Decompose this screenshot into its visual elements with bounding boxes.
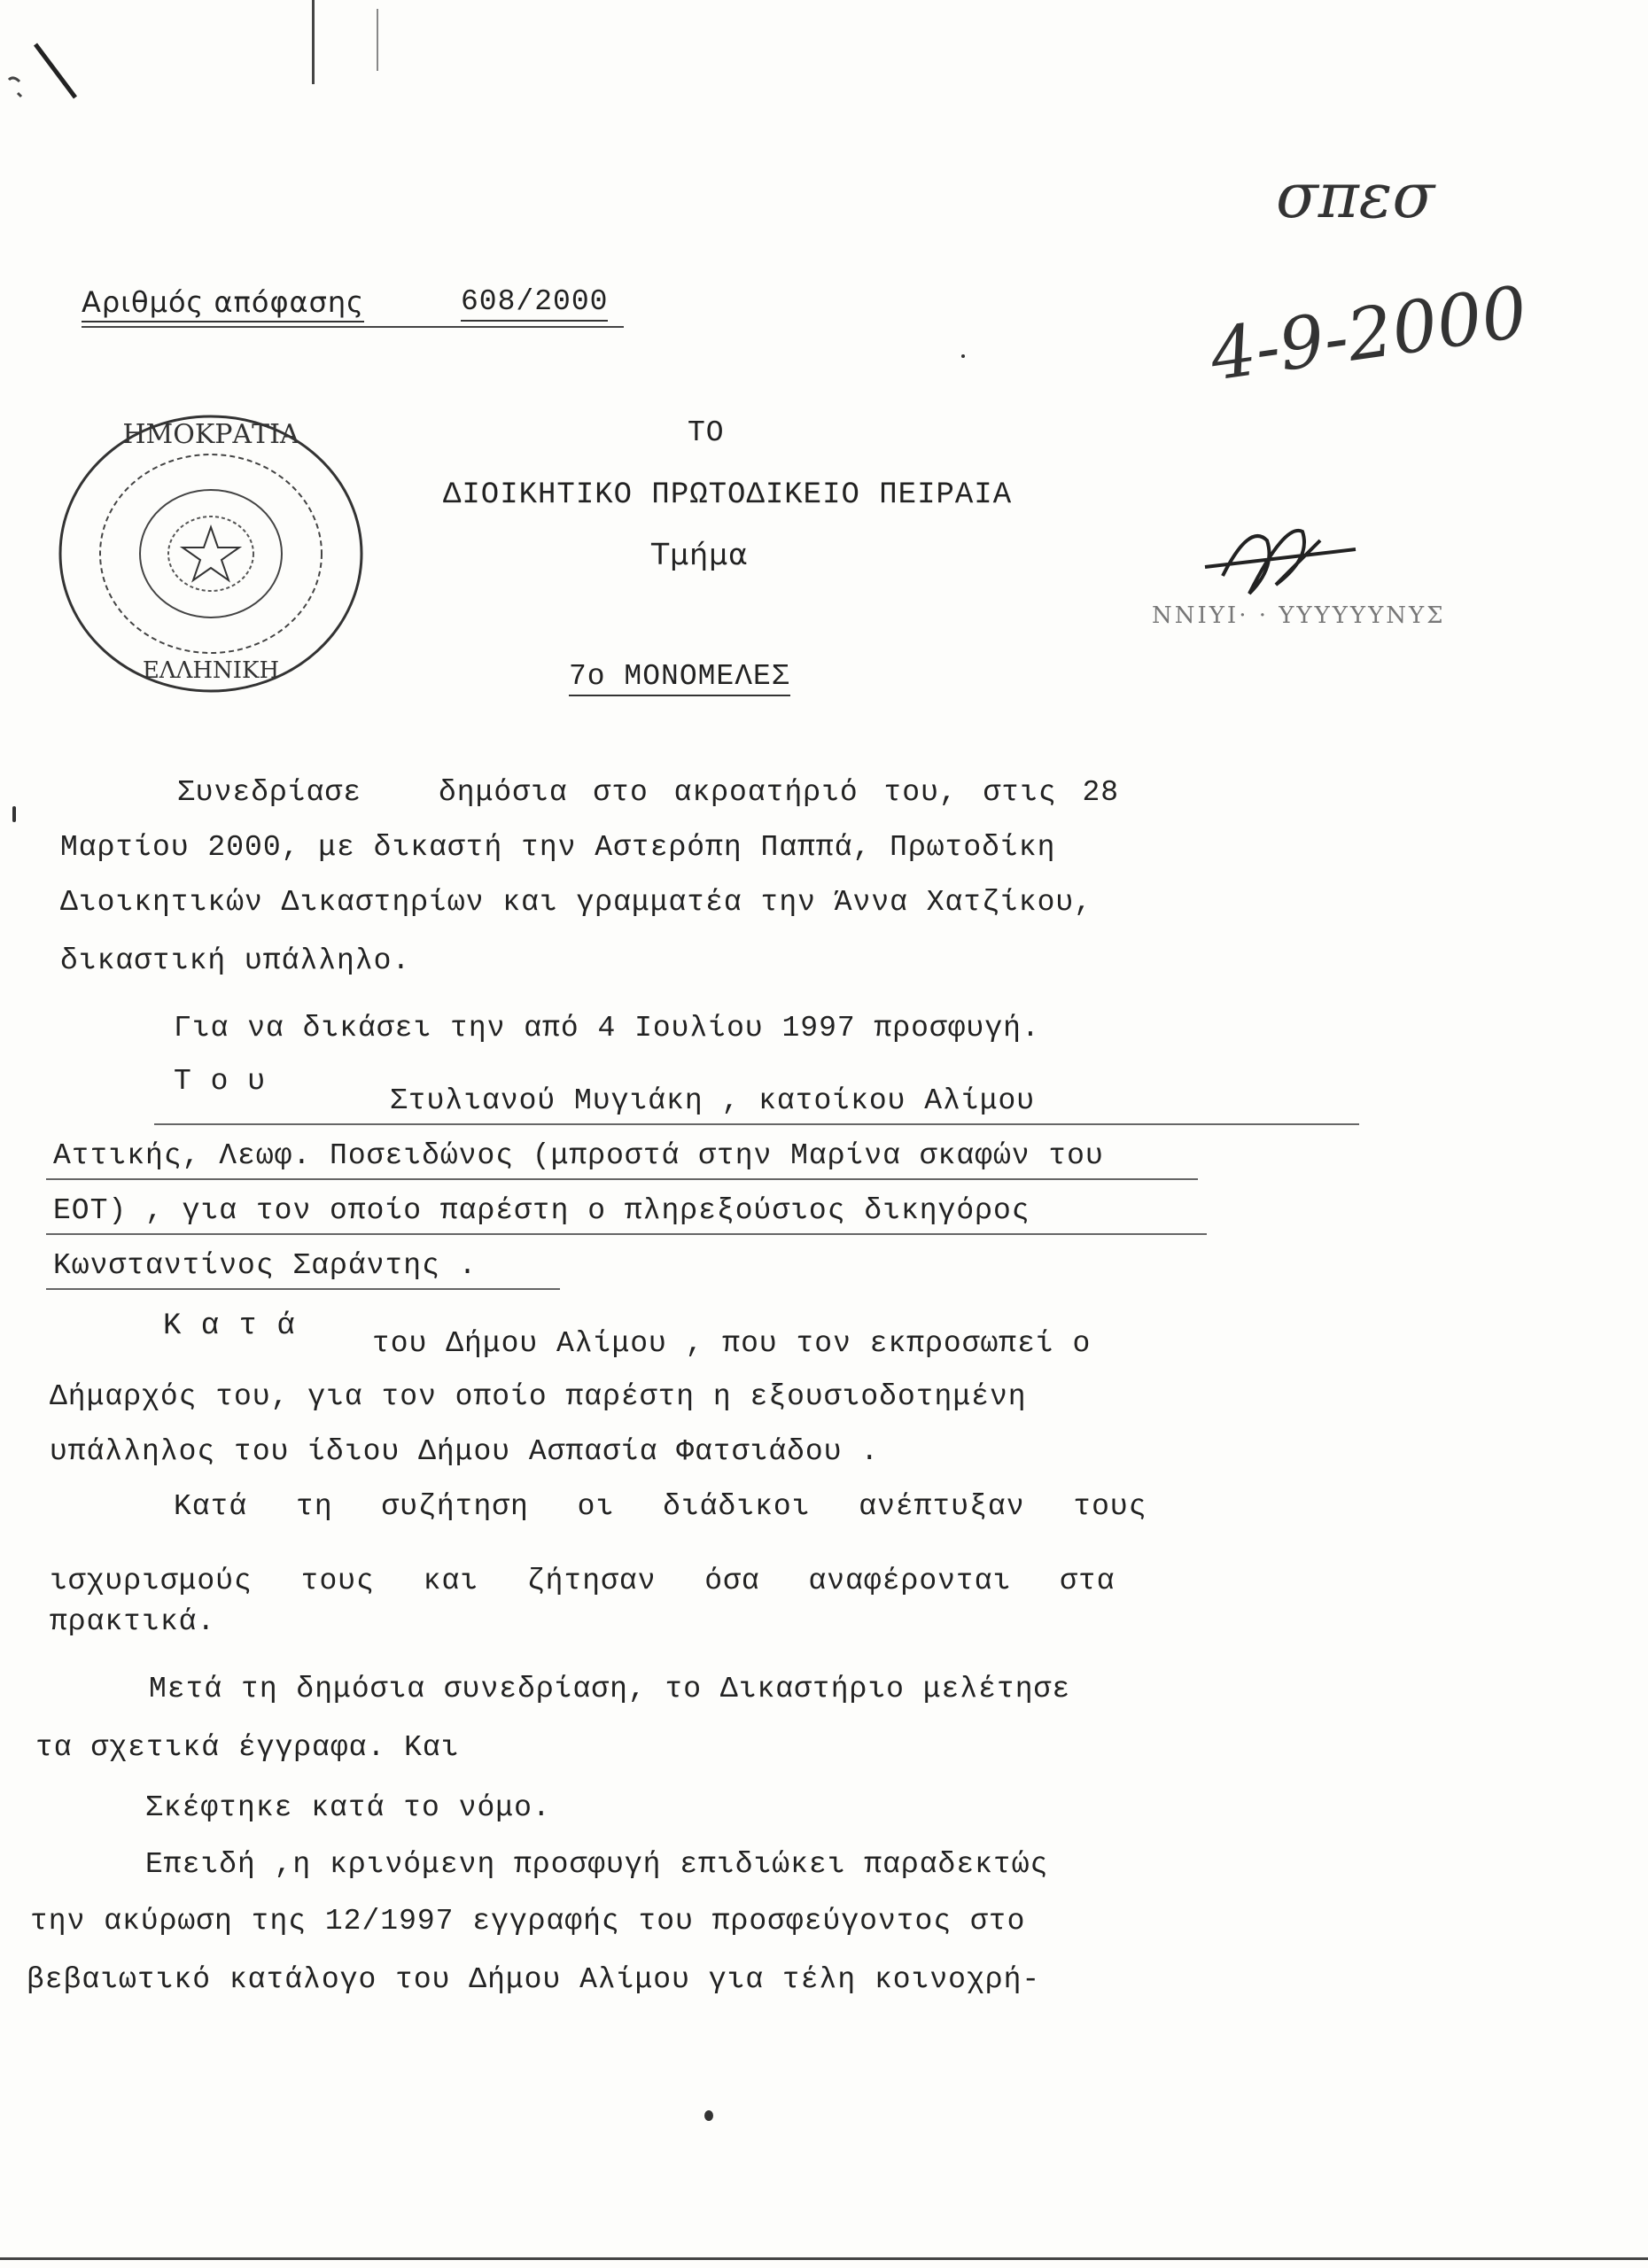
- p1-line2: Μαρτίου 2000, με δικαστή την Αστερόπη Παππά, Πρωτοδίκη: [60, 831, 1056, 864]
- p3-line4: Κωνσταντίνος Σαράντης .: [53, 1249, 478, 1282]
- p3-underline2: [46, 1178, 1198, 1180]
- court-seal-icon: [51, 408, 370, 700]
- p3-underline1: [154, 1123, 1359, 1125]
- court-to: ΤΟ: [688, 416, 725, 449]
- p1-line1-start: Συνεδρίασε: [177, 776, 362, 809]
- p6-line2: τα σχετικά έγγραφα. Και: [35, 1731, 460, 1764]
- p3-underline4: [46, 1288, 560, 1290]
- svg-text:ΕΛΛΗΝΙΚΗ: ΕΛΛΗΝΙΚΗ: [142, 657, 280, 684]
- ink-speck: [961, 354, 965, 358]
- p3-line3: ΕΟΤ) , για τον οποίο παρέστη ο πληρεξούσιος δικηγόρος: [53, 1194, 1030, 1227]
- section-label: Τμήμα: [651, 537, 749, 571]
- handwritten-initial: σπεσ: [1276, 159, 1435, 232]
- p7-line: Σκέφτηκε κατά το νόμο.: [145, 1791, 551, 1824]
- ink-speck: [12, 806, 16, 822]
- p5-line1: Κατά τη συζήτηση οι διάδικοι ανέπτυξαν τους: [174, 1490, 1147, 1523]
- p5-line2: ισχυρισμούς τους και ζήτησαν όσα αναφέρονται στα: [50, 1565, 1116, 1597]
- p3-line1: Στυλιανού Μυγιάκη , κατοίκου Αλίμου: [390, 1084, 1036, 1117]
- p2-line: Για να δικάσει την από 4 Ιουλίου 1997 προσφυγή.: [174, 1012, 1040, 1045]
- ink-speck: [704, 2110, 713, 2121]
- section-name: 7ο ΜΟΝΟΜΕΛΕΣ: [569, 660, 790, 696]
- p4-line1: του Δήμου Αλίμου , που τον εκπροσωπεί ο: [372, 1327, 1092, 1360]
- p3-underline3: [46, 1233, 1207, 1235]
- court-name: ΔΙΟΙΚΗΤΙΚΟ ΠΡΩΤΟΔΙΚΕΙΟ ΠΕΙΡΑΙΑ: [443, 478, 1013, 512]
- kata-label: Κ α τ ά: [163, 1309, 296, 1343]
- handwritten-date: 4-9-2000: [1205, 270, 1533, 397]
- decision-underline: [82, 326, 624, 328]
- corner-scribble-icon: [0, 18, 97, 115]
- p8-line3: βεβαιωτικό κατάλογο του Δήμου Αλίμου για τέλη κοινοχρή-: [27, 1963, 1041, 1996]
- scan-mark: [377, 9, 378, 71]
- p5-line3: πρακτικά.: [50, 1605, 216, 1638]
- p1-line1-rest: δημόσια στο ακροατήριό του, στις 28: [439, 776, 1120, 809]
- p8-line1: Επειδή ,η κρινόμενη προσφυγή επιδιώκει παραδεκτώς: [145, 1848, 1049, 1881]
- tou-label: Τ ο υ: [174, 1065, 267, 1098]
- svg-text:ΗΜΟΚΡΑΤΙΑ: ΗΜΟΚΡΑΤΙΑ: [122, 419, 299, 450]
- p1-line4: δικαστική υπάλληλο.: [60, 944, 411, 977]
- p4-line2: Δήμαρχός του, για τον οποίο παρέστη η εξουσιοδοτημένη: [50, 1380, 1027, 1413]
- p6-line1: Μετά τη δημόσια συνεδρίαση, το Δικαστήριο μελέτησε: [149, 1673, 1071, 1705]
- p1-line3: Διοικητικών Δικαστηρίων και γραμματέα την Άννα Χατζίκου,: [60, 886, 1092, 919]
- p8-line2: την ακύρωση της 12/1997 εγγραφής του προσφεύγοντος στο: [30, 1905, 1026, 1938]
- decision-label: Αριθμός απόφασης: [82, 285, 364, 322]
- p4-line3: υπάλληλος του ίδιου Δήμου Ασπασία Φατσιάδου .: [50, 1435, 880, 1468]
- scan-mark: [312, 0, 315, 84]
- p3-line2: Αττικής, Λεωφ. Ποσειδώνος (μπροστά στην Μαρίνα σκαφών του: [53, 1139, 1104, 1172]
- page-bottom-edge: [0, 2257, 1648, 2260]
- stamp-faint-text: ΝΝΙΥΙ· · ΥΥΥΥΥΥΝΥΣ: [1152, 602, 1446, 629]
- decision-number: 608/2000: [461, 285, 608, 322]
